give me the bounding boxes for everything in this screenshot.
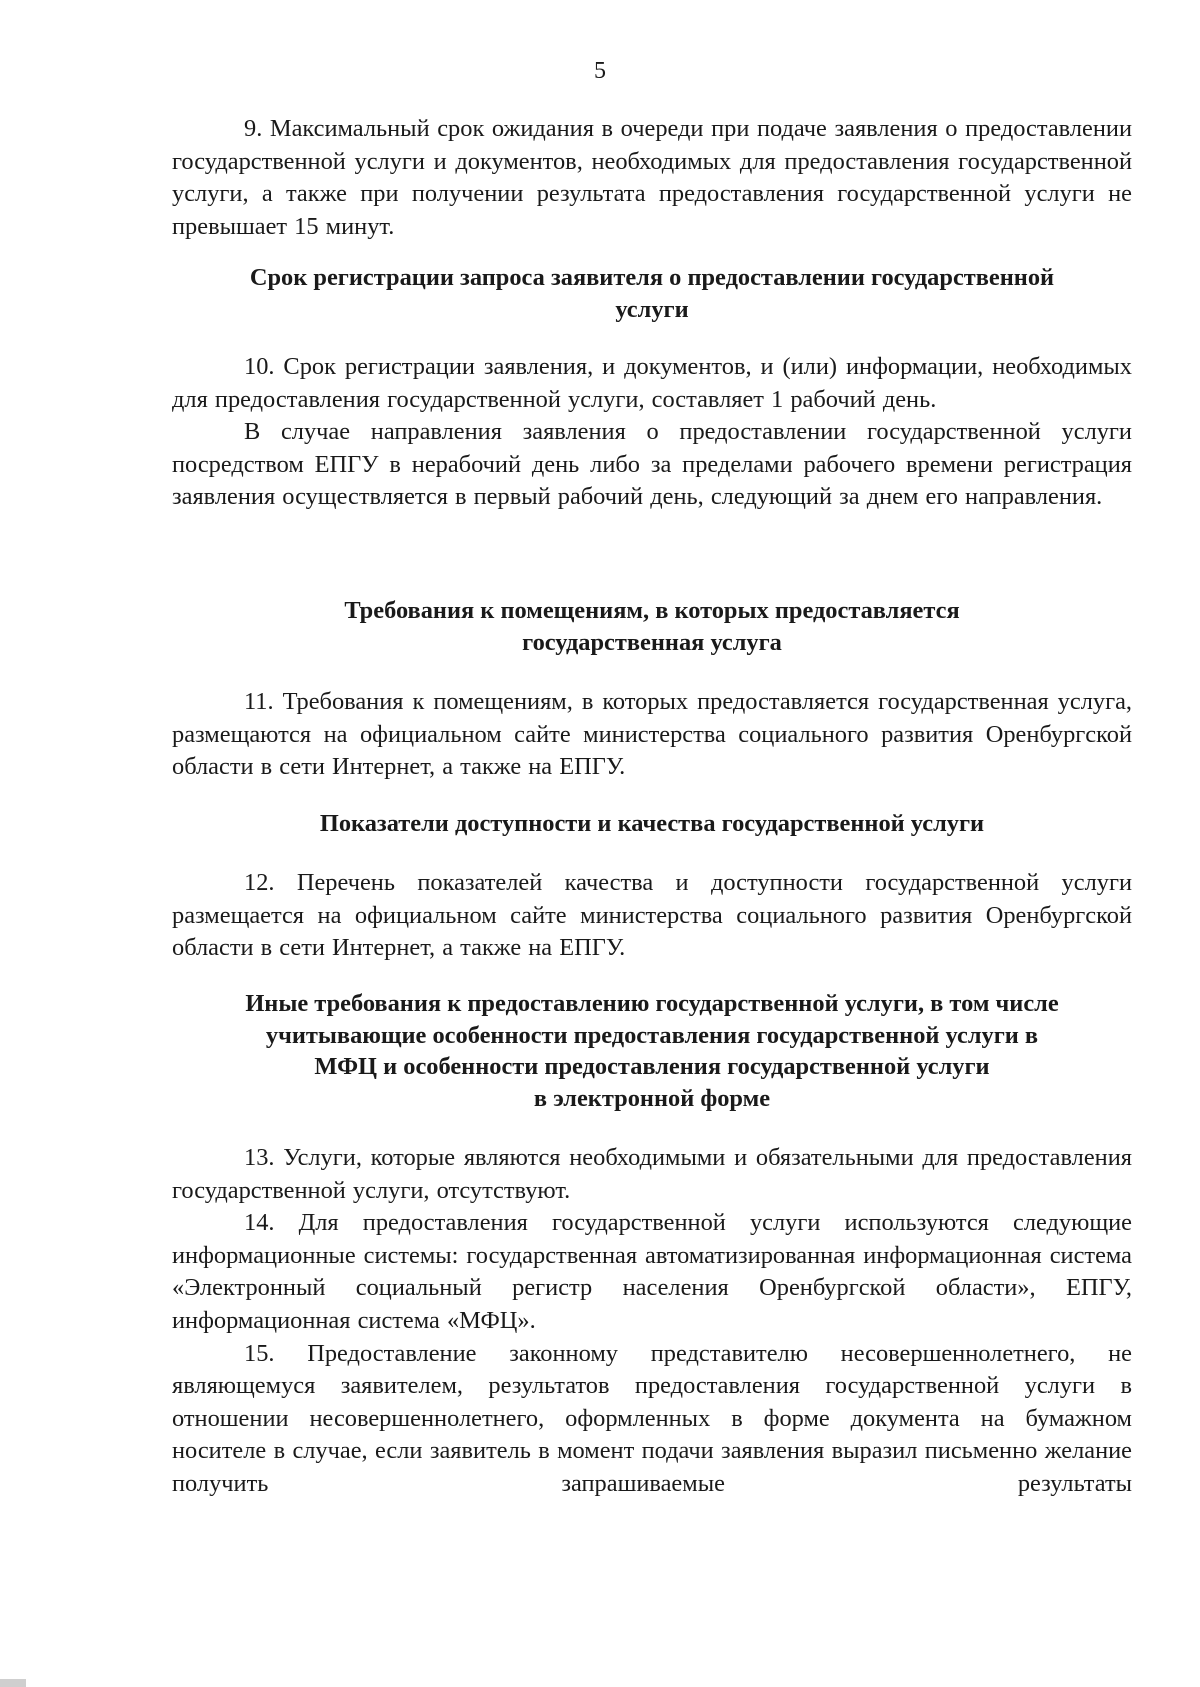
heading-quality-indicators-text [172,808,1132,840]
paragraph-10: 10. Срок регистрации заявления, и документов, и (или) информации, необходимых для предоставления государственной услуги, составляет 1 рабочий день. [172,353,1132,413]
heading-line: Срок регистрации запроса заявителя о предоставлении государственной [249,264,1055,291]
heading-premises-requirements [172,595,1132,658]
paragraph-11-block [172,686,1132,784]
heading-line: в электронной форме [533,1084,771,1112]
heading-line: Иные требования к предоставлению государственной услуги, в том числе [245,990,1059,1017]
paragraph-12-block [172,867,1132,965]
heading-premises-requirements-text [172,595,1132,658]
heading-line: Показатели доступности и качества государственной услуги [319,810,985,837]
page-number: 5 [594,58,606,84]
paragraphs-13-15-block [172,1142,1132,1501]
paragraph-9-block [172,113,1132,243]
paragraph-13: 13. Услуги, которые являются необходимыми и обязательными для предоставления государственной услуги, отсутствуют. [172,1144,1132,1204]
paragraph-10-block [172,351,1132,514]
heading-other-requirements-text [172,988,1132,1114]
heading-other-requirements [172,988,1132,1114]
heading-line: услуги [615,295,689,323]
paragraph-11: 11. Требования к помещениям, в которых предоставляется государственная услуга, размещаются на официальном сайте министерства социального развития Оренбургской области в сети Интернет, а также на ЕПГУ. [172,688,1132,781]
paragraph-15: 15. Предоставление законному представителю несовершеннолетнего, не являющемуся заявителем, результатов предоставления государственной услуги в отношении несовершеннолетнего, оформленных в форме документа на бумажном носителе в случае, если заявитель в момент подачи заявления выразил письменно желание получить запрашиваемые результаты [172,1339,1132,1497]
heading-registration-term-text [172,262,1132,325]
heading-registration-term [172,262,1132,325]
heading-line: учитывающие особенности предоставления государственной услуги в [265,1021,1039,1049]
scan-edge-mark [0,1679,26,1687]
heading-line: Требования к помещениям, в которых предоставляется [344,597,960,624]
heading-line: МФЦ и особенности предоставления государственной услуги [314,1053,990,1080]
paragraph-9: 9. Максимальный срок ожидания в очереди при подаче заявления о предоставлении государственной услуги и документов, необходимых для предоставления государственной услуги, а также при получении результата предоставления государственной услуги не превышает 15 минут. [172,115,1132,240]
paragraph-14: 14. Для предоставления государственной услуги используются следующие информационные системы: государственная автоматизированная информационная система «Электронный социальный регистр населения Оренбургской области», ЕПГУ, информационная система «МФЦ». [172,1209,1132,1334]
paragraph-12: 12. Перечень показателей качества и доступности государственной услуги размещается на официальном сайте министерства социального развития Оренбургской области в сети Интернет, а также на ЕПГУ. [172,869,1132,962]
paragraph-10-continued: В случае направления заявления о предоставлении государственной услуги посредством ЕПГУ в нерабочий день либо за пределами рабочего времени регистрация заявления осуществляется в первый рабочий день, следующий за днем его направления. [172,418,1132,511]
heading-quality-indicators [172,808,1132,840]
heading-line: государственная услуга [522,628,782,656]
